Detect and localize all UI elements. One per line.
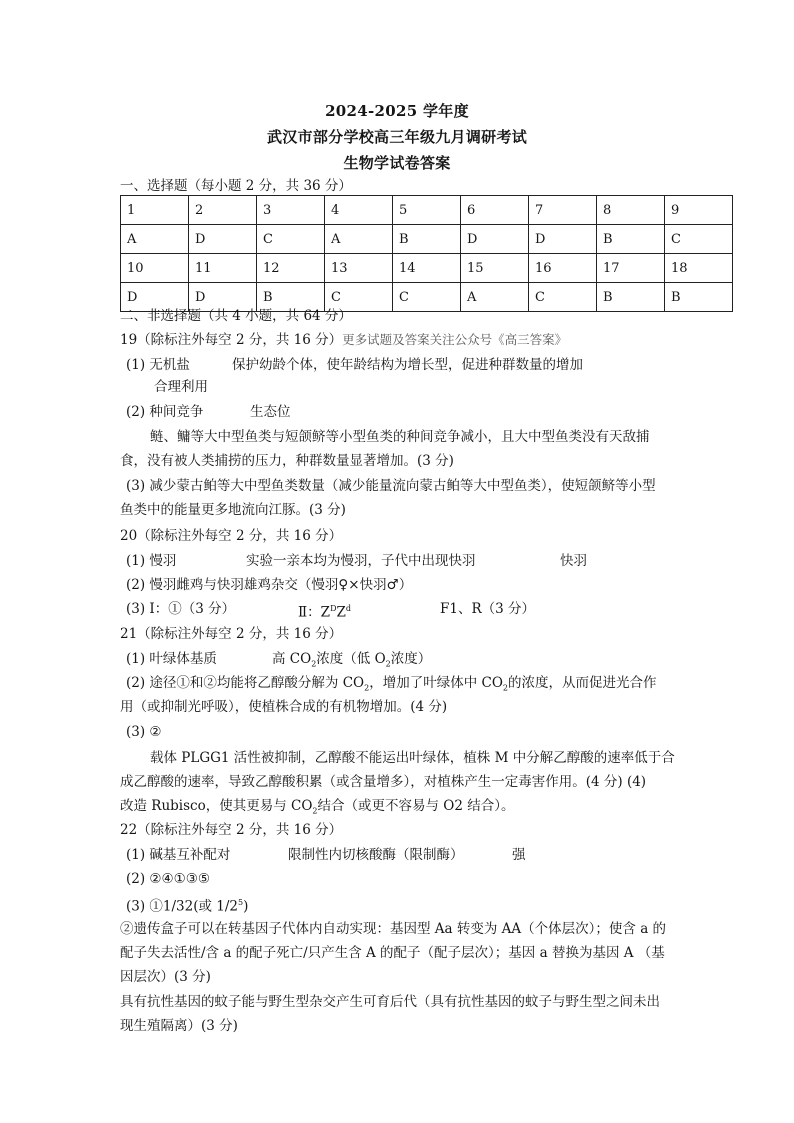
answer-key-cell: C xyxy=(529,283,597,312)
q21-answer-1a: (1) 叶绿体基质 xyxy=(126,651,217,667)
q19-answer-2a: (2) 种间竞争 xyxy=(126,404,204,420)
answer-key-cell: D xyxy=(529,225,597,254)
section1-heading: 一、选择题（每小题 2 分，共 36 分） xyxy=(120,178,352,194)
question-number-cell: 11 xyxy=(189,254,257,283)
q22-answer-3: (3) ①1/32(或 $1/2^5$) xyxy=(126,898,249,915)
q19-answer-2c: 鲢、鳙等大中型鱼类与短颌鲚等小型鱼类的种间竞争减小，且大中型鱼类没有天敌捕 xyxy=(150,429,650,445)
q20-answer-1c: 快羽 xyxy=(560,553,587,569)
q21-answer-3a: 载体 PLGG1 活性被抑制，乙醇酸不能运出叶绿体，植株 M 中分解乙醇酸的速率低于合 xyxy=(150,750,675,766)
answer-key-cell: C xyxy=(257,225,325,254)
answer-key-cell: B xyxy=(597,225,665,254)
q22-answer-3b-line1: ②遗传盒子可以在转基因子代体内自动实现：基因型 Aa 转变为 AA（个体层次）；使含 a 的 xyxy=(120,921,667,937)
q21-answer-2b: 用（或抑制光呼吸），使植株合成的有机物增加。(4 分) xyxy=(120,699,448,715)
question-number-cell: 9 xyxy=(665,196,733,225)
q19-answer-1a: (1) 无机盐 xyxy=(126,357,190,373)
answer-key-cell: A xyxy=(461,283,529,312)
question-number-row xyxy=(121,196,733,225)
answer-key-cell: B xyxy=(257,283,325,312)
q21-answer-2a: (2) 途径①和②均能将乙醇酸分解为 $CO_2$，增加了叶绿体中 $CO_2$的浓度，从而促进光合作 xyxy=(126,675,657,693)
section2-heading: 二、非选择题（共 4 小题，共 64 分） xyxy=(120,308,352,324)
question-number-cell: 1 xyxy=(121,196,189,225)
question-number-cell: 16 xyxy=(529,254,597,283)
question-number-cell: 8 xyxy=(597,196,665,225)
q19-answer-3a: (3) 减少蒙古鲌等大中型鱼类数量（减少能量流向蒙古鲌等大中型鱼类），使短颌鲚等小型 xyxy=(126,478,656,494)
q20-answer-3a: (3) Ⅰ：①（3 分） xyxy=(126,601,236,617)
question-number-row xyxy=(121,254,733,283)
answer-key-cell: B xyxy=(393,225,461,254)
answer-key-cell: D xyxy=(189,225,257,254)
q19-heading xyxy=(120,330,567,350)
q21-answer-4: 改造 Rubisco，使其更易与 $CO_2$结合（或更不容易与 O2 结合）。 xyxy=(120,798,515,816)
q22-answer-3b-line3: 因层次）(3 分) xyxy=(120,969,211,985)
answer-key-cell: D xyxy=(189,283,257,312)
doc-year: 2024-2025 学年度 xyxy=(325,102,469,120)
question-number-cell: 14 xyxy=(393,254,461,283)
question-number-cell: 12 xyxy=(257,254,325,283)
doc-subject-title: 生物学试卷答案 xyxy=(343,154,451,172)
q21-heading: 21（除标注外每空 2 分，共 16 分） xyxy=(120,626,343,642)
q22-heading: 22（除标注外每空 2 分，共 16 分） xyxy=(120,822,343,838)
answer-key-cell: B xyxy=(665,283,733,312)
question-number-cell: 10 xyxy=(121,254,189,283)
question-number-cell: 15 xyxy=(461,254,529,283)
q19-title: 19（除标注外每空 2 分，共 16 分） xyxy=(120,332,343,348)
question-number-cell: 5 xyxy=(393,196,461,225)
answer-key-cell: D xyxy=(121,283,189,312)
answer-key-cell: C xyxy=(325,283,393,312)
q20-heading: 20（除标注外每空 2 分，共 16 分） xyxy=(120,528,343,544)
answer-key-row xyxy=(121,225,733,254)
question-number-cell: 3 xyxy=(257,196,325,225)
q22-answer-1c: 强 xyxy=(512,847,526,863)
question-number-cell: 2 xyxy=(189,196,257,225)
answer-key-cell: B xyxy=(597,283,665,312)
q20-answer-3b: Ⅱ：$Z^DZ^d$ xyxy=(298,604,351,621)
promo-note: 更多试题及答案关注公众号《高三答案》 xyxy=(342,332,568,347)
q20-answer-3c: F1、R（3 分） xyxy=(440,601,536,617)
q19-answer-2d: 食，没有被人类捕捞的压力，种群数量显著增加。(3 分) xyxy=(120,453,454,469)
question-number-cell: 6 xyxy=(461,196,529,225)
question-number-cell: 4 xyxy=(325,196,393,225)
q21-answer-3b: 成乙醇酸的速率，导致乙醇酸积累（或含量增多），对植株产生一定毒害作用。(4 分) (4) xyxy=(120,774,647,790)
answer-key-cell: A xyxy=(325,225,393,254)
answer-key-cell: A xyxy=(121,225,189,254)
q21-answer-1b: 高 $CO_2$浓度（低 $O_2$浓度） xyxy=(272,651,432,669)
q19-answer-1c: 合理利用 xyxy=(154,379,208,395)
q20-answer-1b: 实验一亲本均为慢羽，子代中出现快羽 xyxy=(246,553,476,569)
q21-answer-3: (3) ② xyxy=(126,724,162,740)
answer-key-cell: C xyxy=(393,283,461,312)
q22-answer-4-line2: 现生殖隔离）(3 分) xyxy=(120,1018,238,1034)
q22-answer-1a: (1) 碱基互补配对 xyxy=(126,847,231,863)
q22-answer-3b-line2: 配子失去活性/含 a 的配子死亡/只产生含 A 的配子（配子层次）；基因 a 替换为基因 A （基 xyxy=(120,945,665,961)
q20-answer-1a: (1) 慢羽 xyxy=(126,553,177,569)
question-number-cell: 18 xyxy=(665,254,733,283)
answer-table xyxy=(120,195,733,312)
q19-answer-2b: 生态位 xyxy=(250,404,291,420)
q22-answer-2: (2) ②④①③⑤ xyxy=(126,871,210,887)
q19-answer-1b: 保护幼龄个体，使年龄结构为增长型，促进种群数量的增加 xyxy=(232,357,583,373)
q22-answer-4-line1: 具有抗性基因的蚊子能与野生型杂交产生可育后代（具有抗性基因的蚊子与野生型之间未出 xyxy=(120,994,660,1010)
q19-answer-3b: 鱼类中的能量更多地流向江豚。(3 分) xyxy=(120,502,346,518)
answer-key-cell: C xyxy=(665,225,733,254)
question-number-cell: 7 xyxy=(529,196,597,225)
answer-key-cell: D xyxy=(461,225,529,254)
doc-exam-title: 武汉市部分学校高三年级九月调研考试 xyxy=(266,128,528,146)
q20-answer-2: (2) 慢羽雌鸡与快羽雄鸡杂交（慢羽♀×快羽♂） xyxy=(126,577,413,593)
question-number-cell: 13 xyxy=(325,254,393,283)
q22-answer-1b: 限制性内切核酸酶（限制酶） xyxy=(288,847,464,863)
question-number-cell: 17 xyxy=(597,254,665,283)
